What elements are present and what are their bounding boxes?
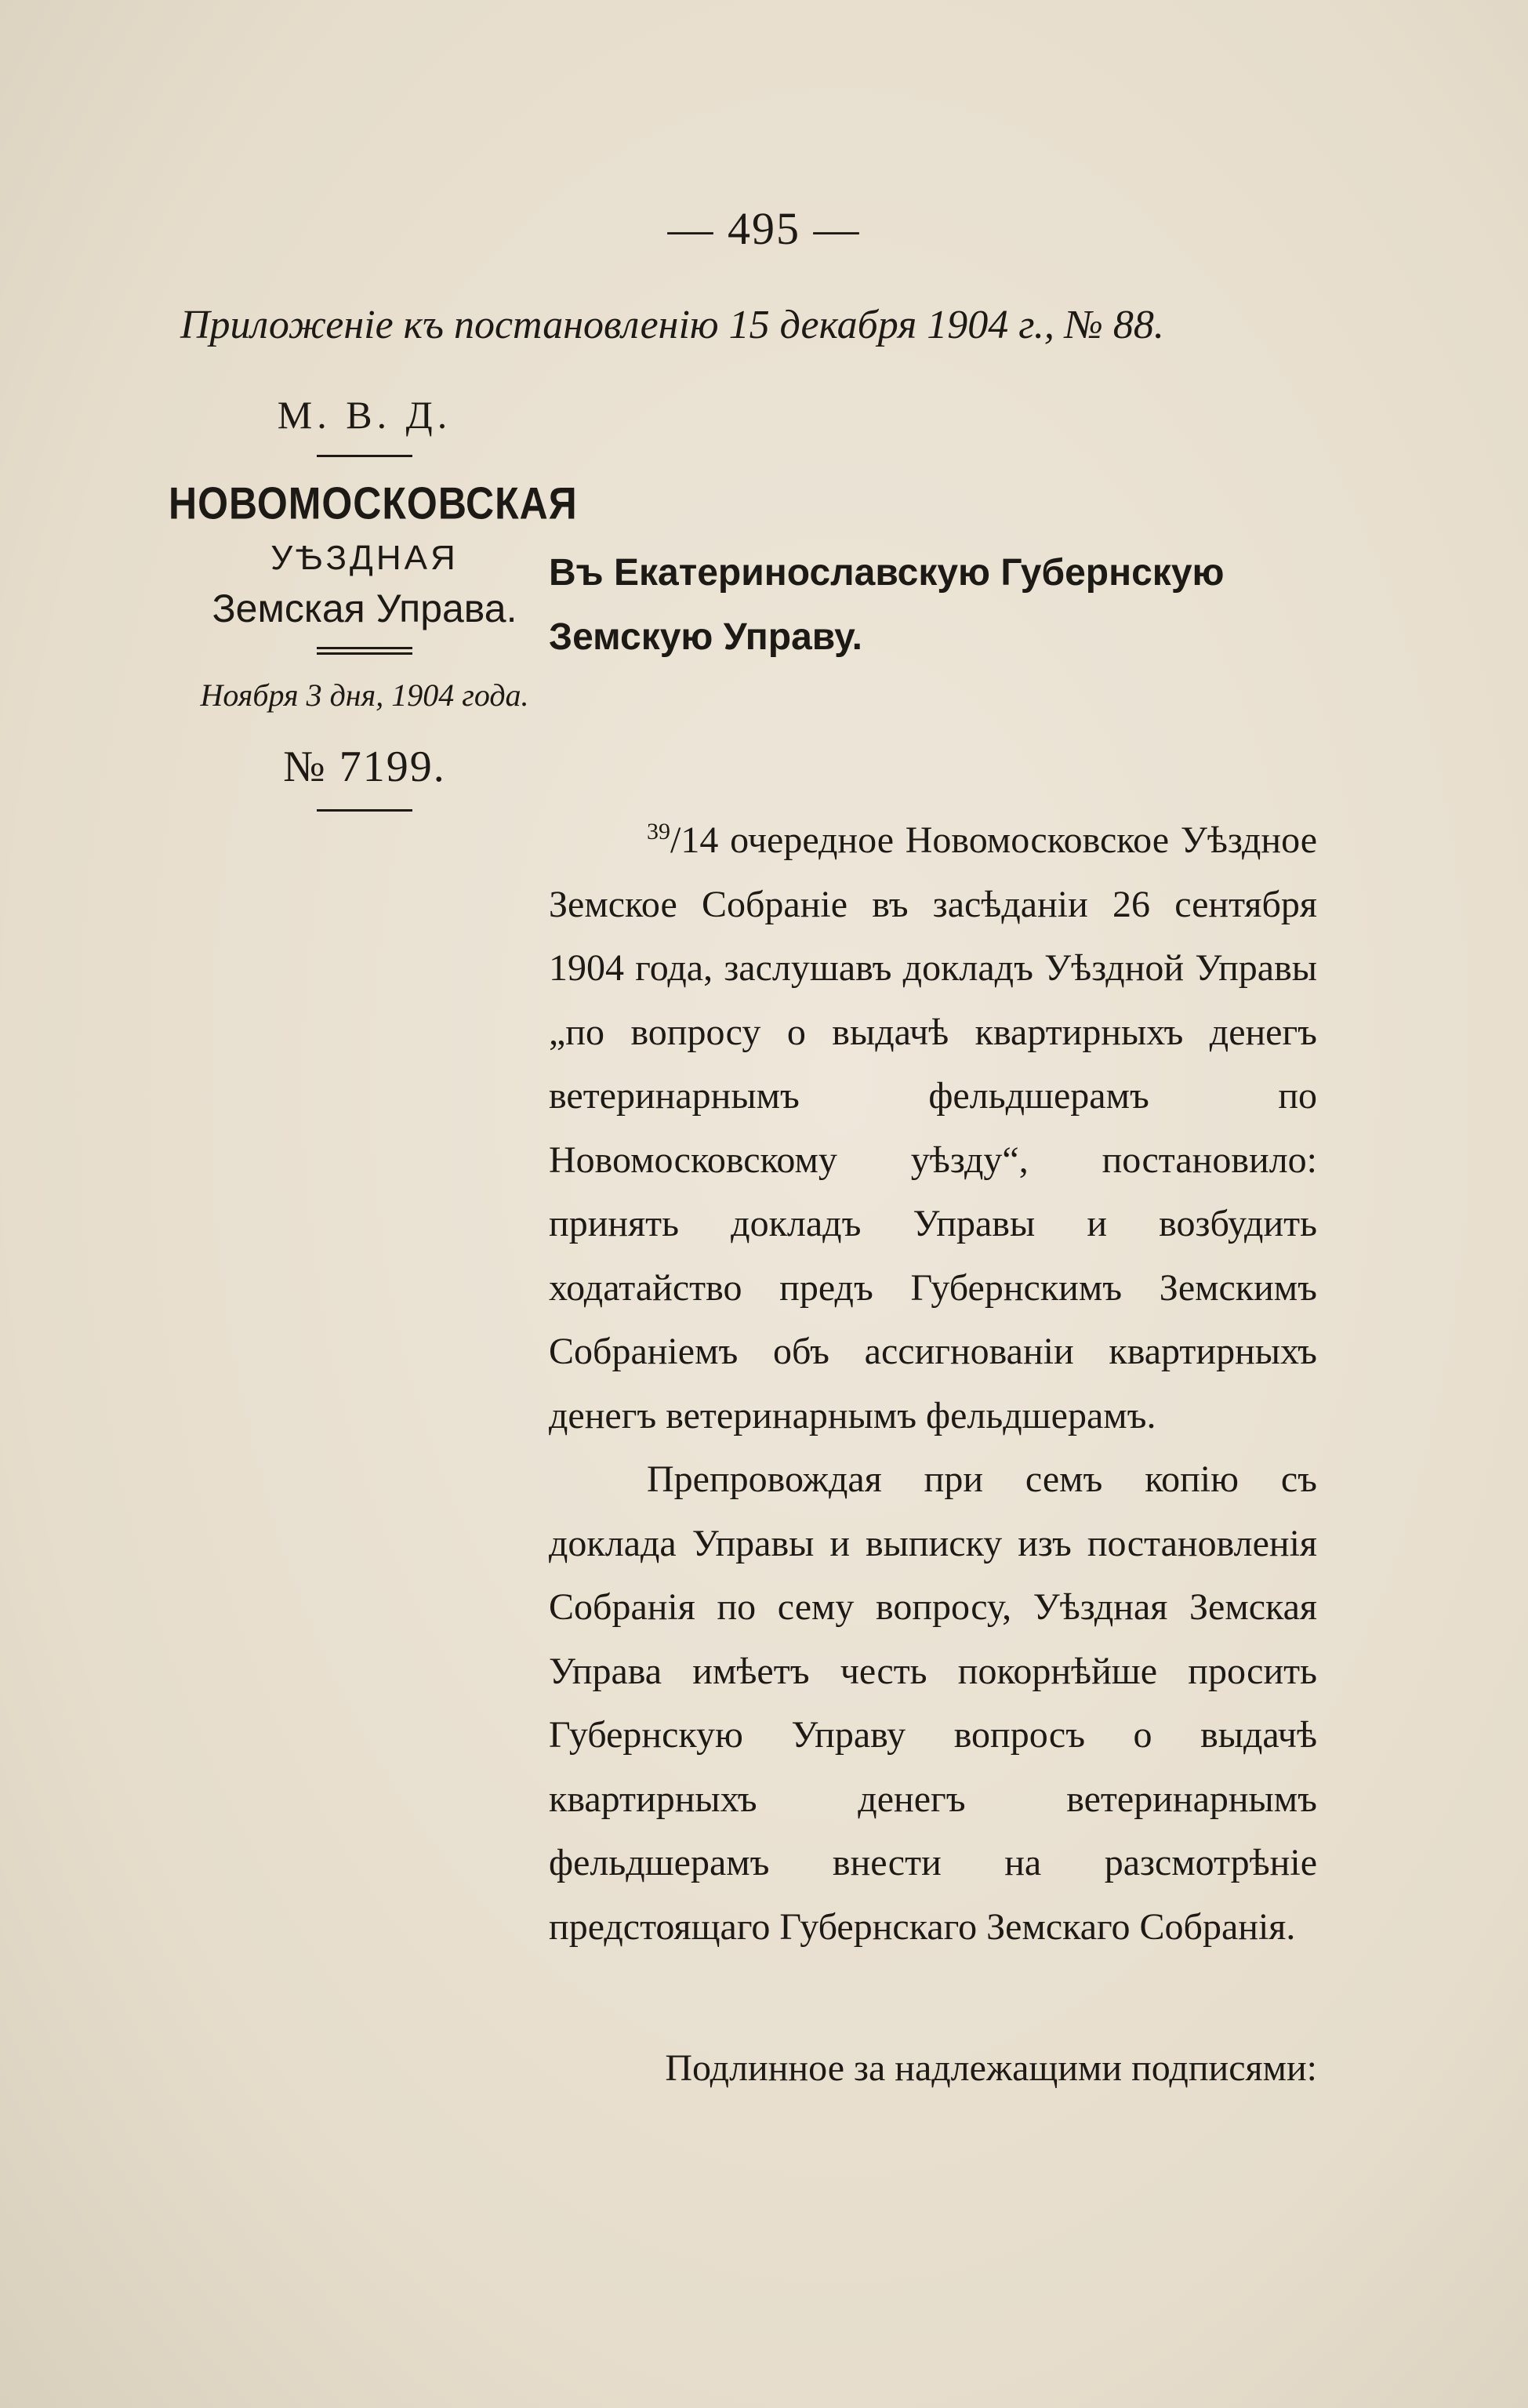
appendix-line: Приложеніе къ постановленію 15 декабря 1904 г., № 88. [180,303,1164,347]
addressee: Въ Екатеринославскую Губернскую Земскую Управу. [549,552,1225,658]
document-date: Ноября 3 дня, 1904 года. [200,677,529,713]
document-number: № 7199. [283,743,446,791]
letter-body [549,800,1317,1959]
divider [317,455,412,457]
page-number: — 495 — [667,203,861,254]
fraction-denominator: /14 [670,819,719,861]
ministry-label: М. В. Д. [277,393,452,437]
fraction-numerator: 39 [647,819,670,844]
divider-bottom [317,809,412,812]
paragraph-1-text: очередное Новомосковское Уѣздное Земское Собраніе въ засѣданіи 26 сентября 1904 года, заслушавъ докладъ Уѣздной Управы „по вопросу о выдачѣ квартирныхъ денегъ ветеринарнымъ фельдшерамъ по Новомосковскому уѣзду“, постановило: принять докладъ Управы и возбудить ходатайство предъ Губернскимъ Земскимъ Собраніемъ объ ассигнованіи квартирныхъ денегъ ветеринарнымъ фельдшерамъ. [549,819,1317,1436]
organization-subtitle-2: Земская Управа. [212,587,517,630]
double-divider [317,647,412,655]
paragraph-1 [549,800,1317,1447]
organization-name: НОВОМОСКОВСКАЯ [169,478,578,529]
paragraph-2: Препровождая при семъ копію съ доклада Управы и выписку изъ постановленія Собранія по сему вопросу, Уѣздная Земская Управа имѣетъ честь покорнѣйше просить Губернскую Управу вопросъ о выдачѣ квартирныхъ денегъ ветеринарнымъ фельдшерамъ внести на разсмотрѣніе предстоящаго Губернскаго Земскаго Собранія. [549,1458,1317,1948]
sender-block [169,392,578,829]
organization-subtitle: УѢЗДНАЯ [270,539,459,577]
signature-note: Подлинное за надлежащими подписями: [665,2047,1317,2089]
